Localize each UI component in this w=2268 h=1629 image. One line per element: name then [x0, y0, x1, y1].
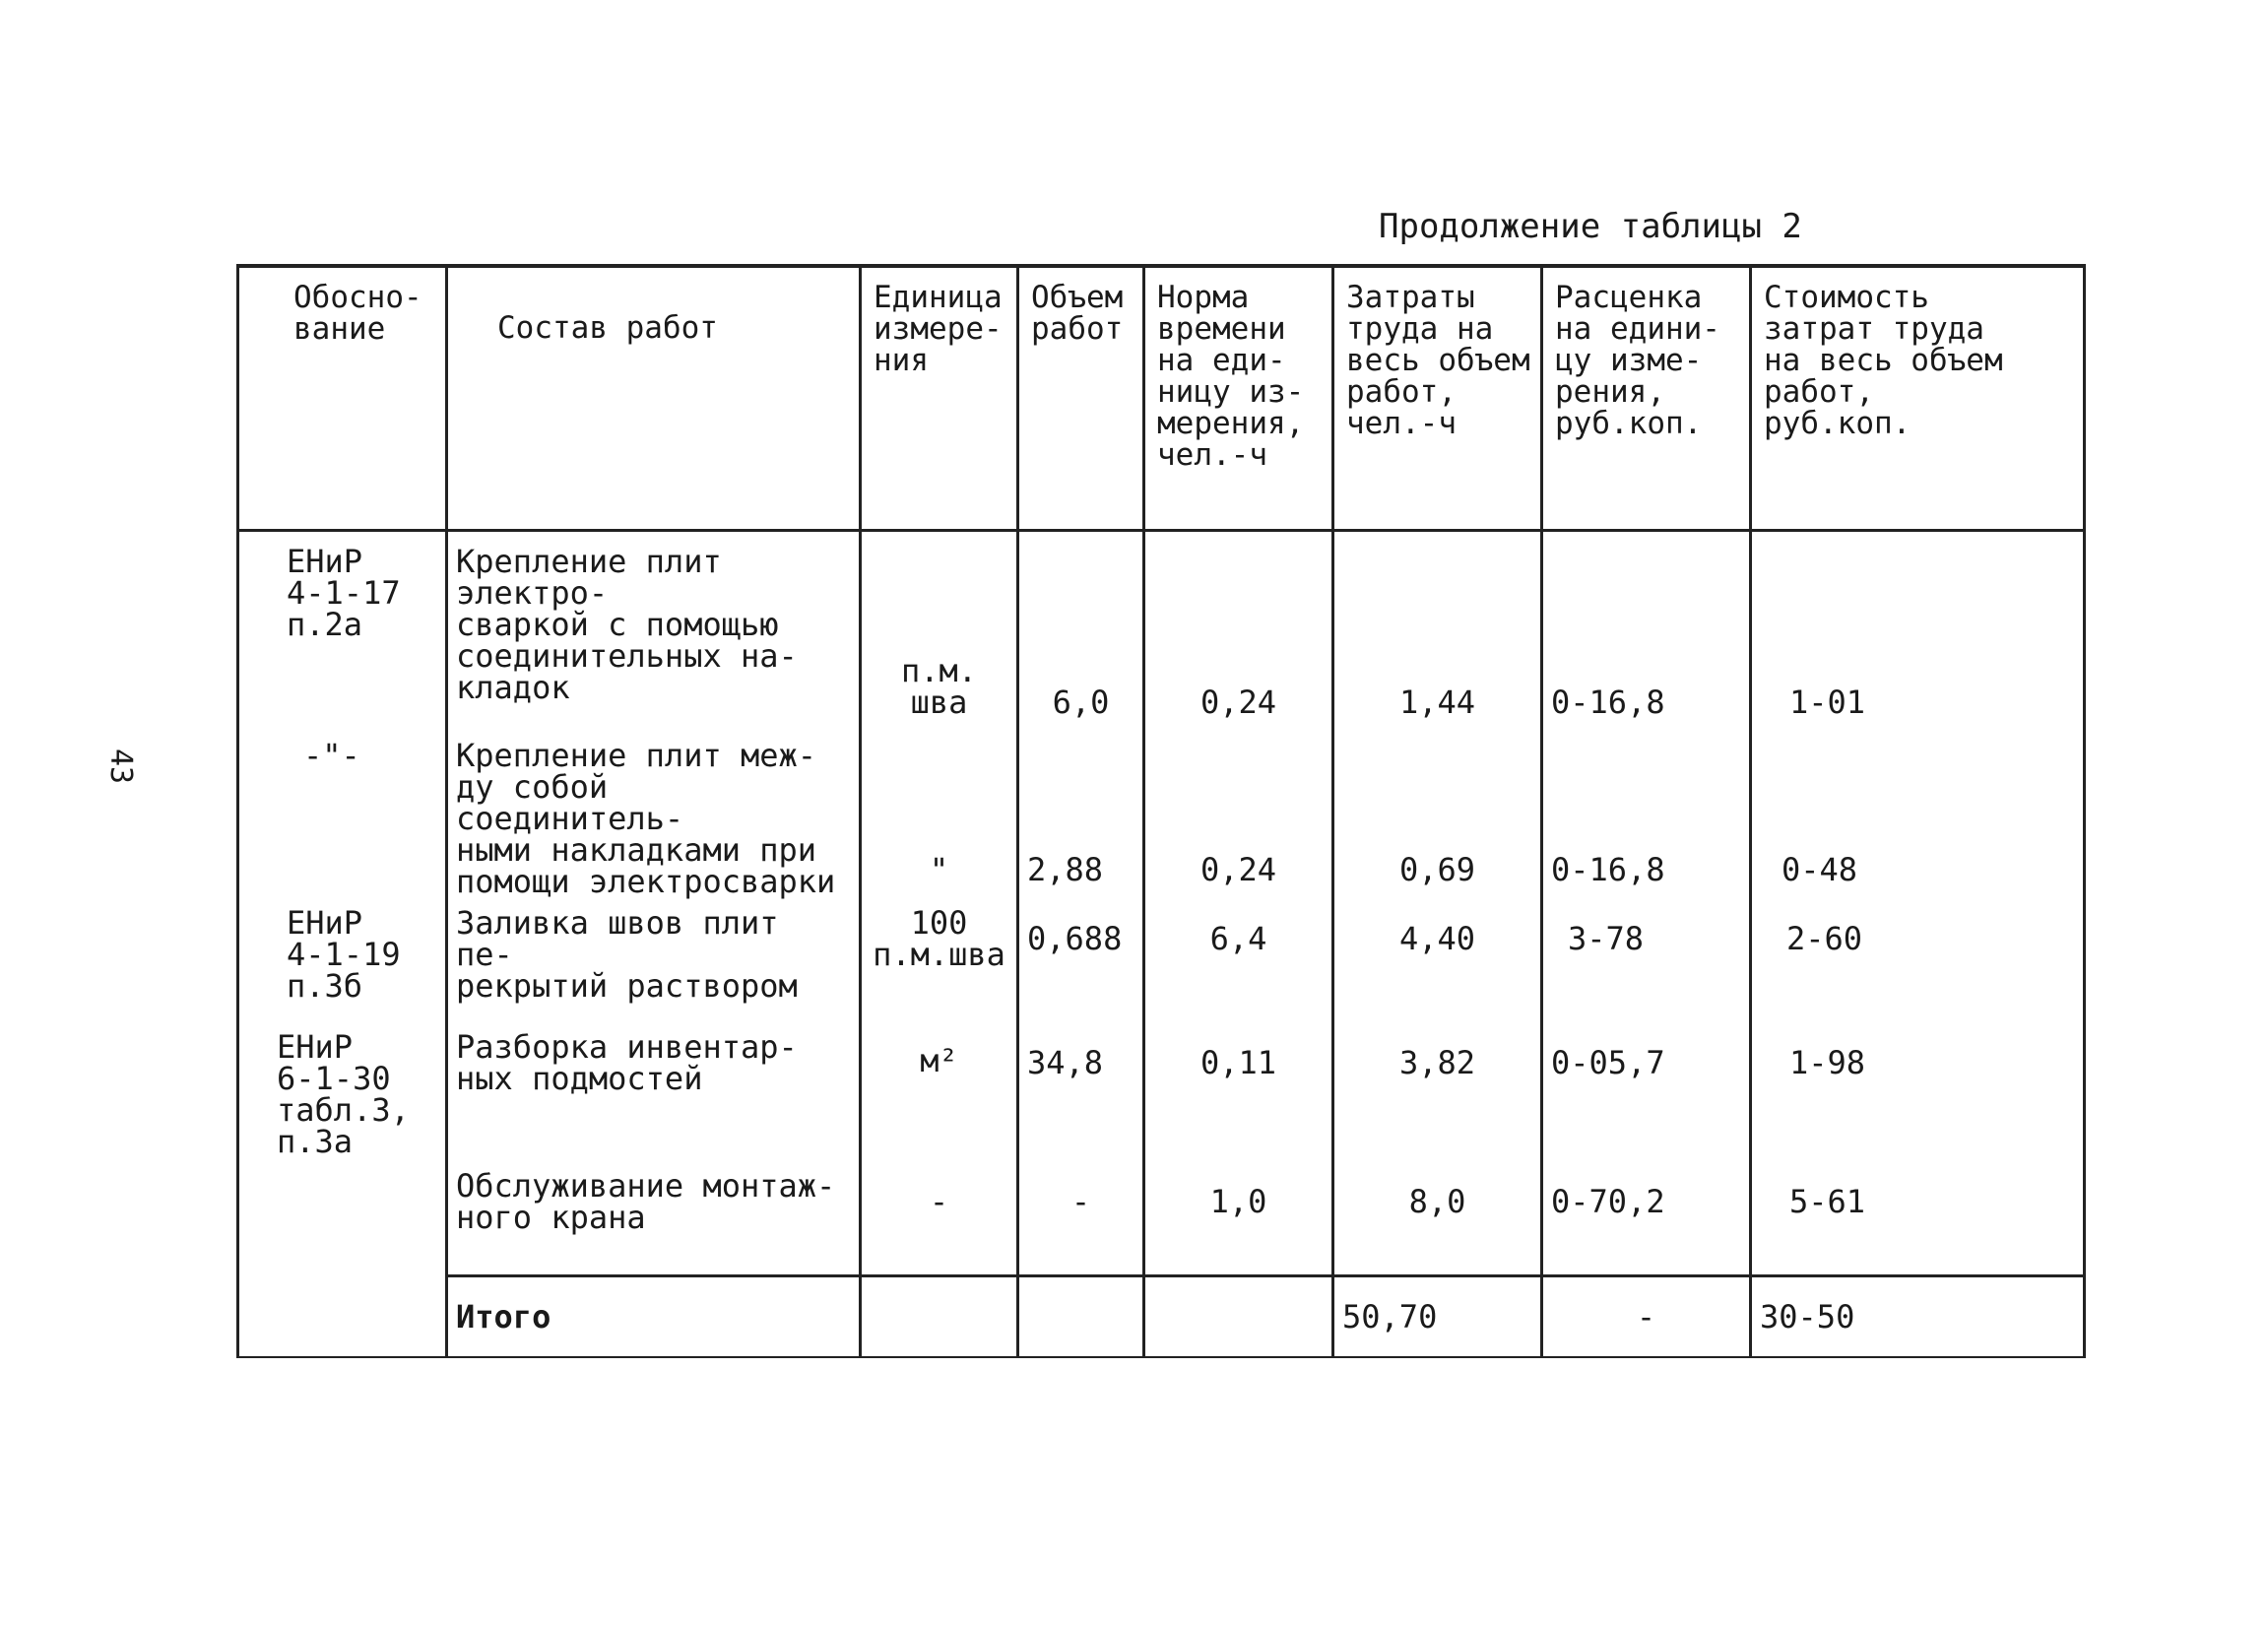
- header-volume: Объем работ: [1018, 266, 1144, 531]
- cell-work: Заливка швов плит пе- рекрытий раствором: [447, 897, 861, 1031]
- header-cost: Стоимость затрат труда на весь объем работ, руб.коп.: [1751, 266, 2085, 531]
- work-cost-table: [236, 264, 2086, 1358]
- cell-unit: м²: [861, 1031, 1018, 1170]
- cell-norm: 0,24: [1144, 531, 1333, 731]
- cell-cost: 0-48: [1751, 730, 2085, 897]
- table-row: [238, 730, 2085, 897]
- total-labor: 50,70: [1333, 1276, 1542, 1358]
- cell-norm: 1,0: [1144, 1170, 1333, 1276]
- header-labor: Затраты труда на весь объем работ, чел.-ч: [1333, 266, 1542, 531]
- cell-unit: ": [861, 730, 1018, 897]
- cell-norm: [1144, 1276, 1333, 1358]
- cell-rate: 0-16,8: [1542, 730, 1751, 897]
- total-row: [238, 1276, 2085, 1358]
- header-rate: Расценка на едини- цу изме- рения, руб.коп.: [1542, 266, 1751, 531]
- cell-unit: -: [861, 1170, 1018, 1276]
- cell-labor: 3,82: [1333, 1031, 1542, 1170]
- cell-rate: 0-05,7: [1542, 1031, 1751, 1170]
- cell-work: Крепление плит электро- сваркой с помощью соединительных на- кладок: [447, 531, 861, 731]
- total-rate: -: [1542, 1276, 1751, 1358]
- cell-unit: [861, 1276, 1018, 1358]
- cell-basis: -"-: [238, 730, 447, 897]
- cell-labor: 8,0: [1333, 1170, 1542, 1276]
- cell-volume: 0,688: [1018, 897, 1144, 1031]
- cell-labor: 4,40: [1333, 897, 1542, 1031]
- cell-volume: 2,88: [1018, 730, 1144, 897]
- header-unit: Единица измере- ния: [861, 266, 1018, 531]
- cell-rate: 0-16,8: [1542, 531, 1751, 731]
- cell-basis: ЕНиР 4-1-17 п.2а: [238, 531, 447, 731]
- cell-cost: 5-61: [1751, 1170, 2085, 1276]
- cell-volume: -: [1018, 1170, 1144, 1276]
- cell-volume: 34,8: [1018, 1031, 1144, 1170]
- cell-basis: [238, 1170, 447, 1276]
- cell-unit: 100 п.м.шва: [861, 897, 1018, 1031]
- header-basis: Обосно- вание: [238, 266, 447, 531]
- cell-labor: 0,69: [1333, 730, 1542, 897]
- cell-basis: [238, 1276, 447, 1358]
- table-caption: Продолжение таблицы 2: [1379, 207, 1802, 246]
- cell-volume: 6,0: [1018, 531, 1144, 731]
- table-row: [238, 1170, 2085, 1276]
- total-label: Итого: [447, 1276, 861, 1358]
- cell-cost: 1-98: [1751, 1031, 2085, 1170]
- cell-norm: 0,11: [1144, 1031, 1333, 1170]
- cell-norm: 0,24: [1144, 730, 1333, 897]
- cell-work: Обслуживание монтаж- ного крана: [447, 1170, 861, 1276]
- cell-work: Крепление плит меж- ду собой соединитель- ными накладками при помощи электросварки: [447, 730, 861, 897]
- total-cost: 30-50: [1751, 1276, 2085, 1358]
- table-row: [238, 897, 2085, 1031]
- table-row: [238, 1031, 2085, 1170]
- cell-rate: 3-78: [1542, 897, 1751, 1031]
- cell-work: Разборка инвентар- ных подмостей: [447, 1031, 861, 1170]
- cell-cost: 2-60: [1751, 897, 2085, 1031]
- header-work: Состав работ: [447, 266, 861, 531]
- cell-norm: 6,4: [1144, 897, 1333, 1031]
- cell-volume: [1018, 1276, 1144, 1358]
- cell-basis: ЕНиР 4-1-19 п.3б: [238, 897, 447, 1031]
- cell-labor: 1,44: [1333, 531, 1542, 731]
- cell-rate: 0-70,2: [1542, 1170, 1751, 1276]
- header-norm: Норма времени на еди- ницу из- мерения, чел.-ч: [1144, 266, 1333, 531]
- cell-cost: 1-01: [1751, 531, 2085, 731]
- page-number: 43: [103, 749, 138, 785]
- table-row: [238, 531, 2085, 731]
- cell-basis: ЕНиР 6-1-30 табл.3, п.3а: [238, 1031, 447, 1170]
- header-row: [238, 266, 2085, 531]
- cell-unit: п.м. шва: [861, 531, 1018, 731]
